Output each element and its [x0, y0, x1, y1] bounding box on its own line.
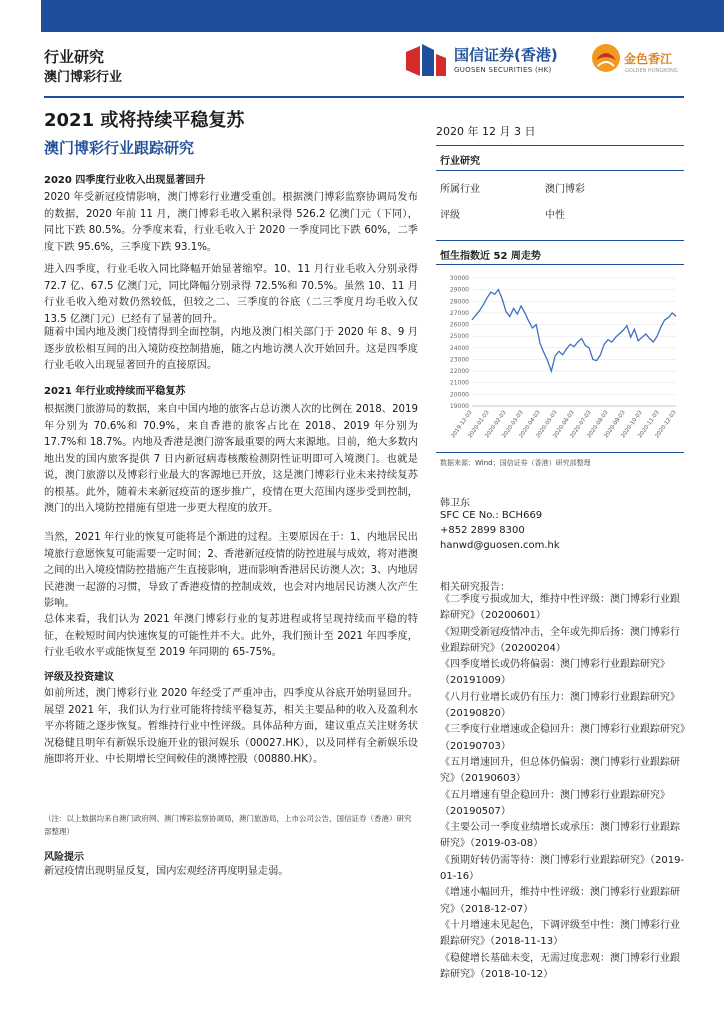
sidebar-divider: [436, 170, 684, 171]
analyst-email[interactable]: hanwd@guosen.com.hk: [440, 540, 560, 551]
section-heading: 2021 年行业或持续而平稳复苏: [44, 386, 186, 397]
report-type: 行业研究: [44, 48, 105, 66]
y-tick-label: 30000: [449, 275, 469, 282]
related-report[interactable]: 《四季度增长或仍将偏弱：澳门博彩行业跟踪研究》（20191009）: [440, 659, 670, 687]
y-tick-label: 20000: [449, 391, 469, 399]
industry-value: 澳门博彩: [545, 184, 585, 195]
x-tick-label: 2020-03-03: [501, 409, 525, 440]
body-paragraph: 根据澳门旅游局的数据，来自中国内地的旅客占总访澳人次的比例在 2018、2019 年分别为 70.6%和 70.9%，来自香港的旅客占比在 2018、2019 年分别为 17.7%和 18.7%。内地及香港是澳门游客最重要的两大来源地。目前，绝大多数内地出发的国内旅客提供 7 日内新冠病毒核酸检测阴性证明即可入境澳门。也就是说，澳门旅游以及博彩行业最大的客源地已开放，这是澳门博彩行业未来持续复苏的根基。此外，随着未来新冠疫苗的逐步推广，疫情在更大范围内逐步受到控制，澳门的出入境防控措施有望进一步更大程度的放开。: [44, 404, 418, 514]
related-report[interactable]: 《五月增速有望企稳回升：澳门博彩行业跟踪研究》（20190507）: [440, 789, 670, 817]
related-reports-title: 相关研究报告：: [440, 582, 510, 593]
chart-title: 恒生指数近 52 周走势: [440, 251, 541, 262]
y-tick-label: 28000: [449, 298, 469, 306]
data-note: （注：以上数据均来自澳门政府网、澳门博彩监察协调局，澳门旅游局，上市公司公告，国信证券（香港）研究部整理）: [44, 814, 412, 836]
related-report[interactable]: 《短期受新冠疫情冲击，全年或先抑后扬：澳门博彩行业跟踪研究》（20200204）: [440, 626, 680, 654]
report-title: 2021 或将持续平稳复苏: [44, 110, 245, 131]
rating-value: 中性: [545, 210, 565, 221]
related-report[interactable]: 《十月增速未见起色，下调评级至中性：澳门博彩行业跟踪研究》（2018-11-13）: [440, 919, 680, 948]
related-report[interactable]: 《增速小幅回升，维持中性评级：澳门博彩行业跟踪研究》（2018-12-07）: [440, 887, 680, 915]
body-paragraph: 随着中国内地及澳门疫情得到全面控制，内地及澳门相关部门于 2020 年 8、9 月逐步放松相互间的出入境防疫控制措施，随之内地访澳人次开始回升。这是四季度行业毛收入出现显著回升的直接原因。: [44, 327, 418, 371]
y-tick-label: 27000: [449, 309, 469, 317]
report-sector: 澳门博彩行业: [44, 70, 123, 85]
x-tick-label: 2020-07-03: [569, 409, 593, 440]
related-report[interactable]: 《主要公司一季度业绩增长或承压：澳门博彩行业跟踪研究》（2019-03-08）: [440, 822, 680, 850]
industry-label: 所属行业: [440, 184, 480, 195]
x-tick-label: 2020-10-03: [620, 409, 644, 440]
x-tick-label: 2020-06-03: [552, 409, 576, 440]
y-tick-label: 25000: [449, 333, 469, 341]
sidebar-divider: [436, 240, 684, 241]
body-paragraph: 如前所述，澳门博彩行业 2020 年经受了严重冲击，四季度从谷底开始明显回升。展望 2021 年，我们认为行业可能将持续平稳复苏，相关主要品种的收入及盈利水平亦将随之逐步恢复。暂维持行业中性评级。具体品种方面，建议重点关注财务状况稳健且明年有新娱乐设施开业的银河娱乐（00027.HK），以及同样有全新娱乐设施即将开业、中长期增长空间較佳的澳博控股（00880.HK）。: [44, 688, 418, 765]
analyst-ce: SFC CE No.: BCH669: [440, 510, 543, 521]
sidebar-divider: [436, 452, 684, 453]
hsi-line-chart: [436, 270, 684, 448]
y-tick-label: 24000: [449, 344, 469, 352]
x-tick-label: 2020-05-03: [535, 409, 559, 440]
top-banner: [41, 0, 724, 32]
golden-hk-logo: [588, 40, 688, 84]
y-tick-label: 19000: [449, 403, 469, 410]
section-heading: 评级及投资建议: [44, 672, 114, 683]
sidebar-section-title: 行业研究: [440, 156, 480, 167]
golden-hk-logo-cn: 金色香江: [624, 52, 673, 66]
x-tick-label: 2020-02-03: [484, 409, 508, 440]
body-paragraph: 2020 年受新冠疫情影响，澳门博彩行业遭受重创。根据澳门博彩监察协调局发布的数据，2020 年前 11 月，澳门博彩毛收入累积录得 526.2 亿澳门元（下同），同比下跌 80.5%。分季度来看，行业毛收入于 2020 一季度同比下跌 60%，二季度下跌 95.6%，三季度下跌 93.1%。: [44, 192, 418, 253]
x-tick-label: 2020-12-03: [654, 409, 678, 440]
analyst-phone: +852 2899 8300: [440, 525, 525, 536]
x-tick-label: 2020-01-03: [467, 409, 491, 440]
report-subtitle: 澳门博彩行业跟踪研究: [44, 139, 195, 157]
guosen-logo-cn: 国信证券(香港): [454, 46, 558, 64]
body-paragraph: 当然，2021 年行业的恢复可能将是个渐进的过程。主要原因在于：1、内地居民出境旅行意愿恢复可能需要一定时间；2、香港新冠疫情的防控进展与成效，将对港澳之间的出入境疫情防控措施产生直接影响，进而影响香港居民访澳人次；3、内地居民港澳一起游的习惯，导致了香港疫情的控制成效，也会对内地居民访澳人次产生影响。: [44, 532, 418, 609]
chart-source: 数据来源：Wind；国信证券（香港）研究部整理: [440, 459, 591, 467]
section-heading: 2020 四季度行业收入出现显著回升: [44, 175, 206, 186]
y-tick-label: 22000: [449, 368, 469, 376]
rating-label: 评级: [440, 210, 460, 221]
related-report[interactable]: 《稳健增长基础未变，无需过度悲观：澳门博彩行业跟踪研究》（2018-10-12）: [440, 952, 680, 980]
y-tick-label: 26000: [449, 321, 469, 329]
x-tick-label: 2020-08-03: [586, 409, 610, 440]
body-paragraph: 新冠疫情出现明显反复，国内宏观经济再度明显走弱。: [44, 866, 289, 877]
sidebar-divider: [436, 264, 684, 265]
body-paragraph: 总体来看，我们认为 2021 年澳门博彩行业的复苏进程或将呈现持续而平稳的特征，在較短时间内快速恢复的可能性并不大。此外，我们预计至 2021 年四季度，行业毛收水平或能恢复至 2019 年同期的 65-75%。: [44, 614, 418, 658]
sidebar-divider: [436, 145, 684, 146]
analyst-name: 韩卫东: [440, 498, 470, 509]
hsi-series-line: [472, 290, 676, 372]
golden-hk-logo-en: GOLDEN HONGKONG: [625, 68, 678, 74]
x-tick-label: 2020-11-03: [637, 409, 661, 440]
related-report[interactable]: 《二季度亏损或加大，维持中性评级：澳门博彩行业跟踪研究》（20200601）: [440, 594, 680, 622]
x-tick-label: 2020-04-03: [518, 409, 542, 440]
x-tick-label: 2020-09-03: [603, 409, 627, 440]
report-date: 2020 年 12 月 3 日: [436, 125, 536, 138]
related-report[interactable]: 《三季度行业增速或企稳回升：澳门博彩行业跟踪研究》（20190703）: [440, 724, 685, 752]
guosen-logo-en: GUOSEN SECURITIES (HK): [454, 66, 552, 74]
golden-hk-logo-icon: [588, 40, 624, 76]
guosen-logo-icon: [404, 42, 448, 78]
y-tick-label: 23000: [449, 356, 469, 364]
related-report[interactable]: 《八月行业增长或仍有压力：澳门博彩行业跟踪研究》（20190820）: [440, 691, 680, 720]
y-tick-label: 29000: [449, 286, 469, 294]
section-heading: 风险提示: [44, 852, 84, 863]
header-divider: [44, 96, 684, 98]
x-tick-label: 2019-12-03: [450, 409, 474, 440]
related-report[interactable]: 《预期好转仍需等待：澳门博彩行业跟踪研究》（2019-01-16）: [440, 854, 685, 883]
guosen-logo: [404, 42, 582, 80]
related-report[interactable]: 《五月增速回升，但总体仍偏弱：澳门博彩行业跟踪研究》（20190603）: [440, 756, 680, 785]
body-paragraph: 进入四季度，行业毛收入同比降幅开始显著缩窄。10、11 月行业毛收入分别录得 72.7 亿、67.5 亿澳门元，同比降幅分别录得 72.5%和 70.5%。虽然 10、11 月行业毛收入绝对数仍然较低，但较之二、三季度的谷底（二三季度月均毛收入仅 13.5 亿澳门元）已经有了显著的回升。: [44, 264, 418, 325]
related-reports-list: [440, 592, 688, 983]
y-tick-label: 21000: [449, 379, 469, 387]
